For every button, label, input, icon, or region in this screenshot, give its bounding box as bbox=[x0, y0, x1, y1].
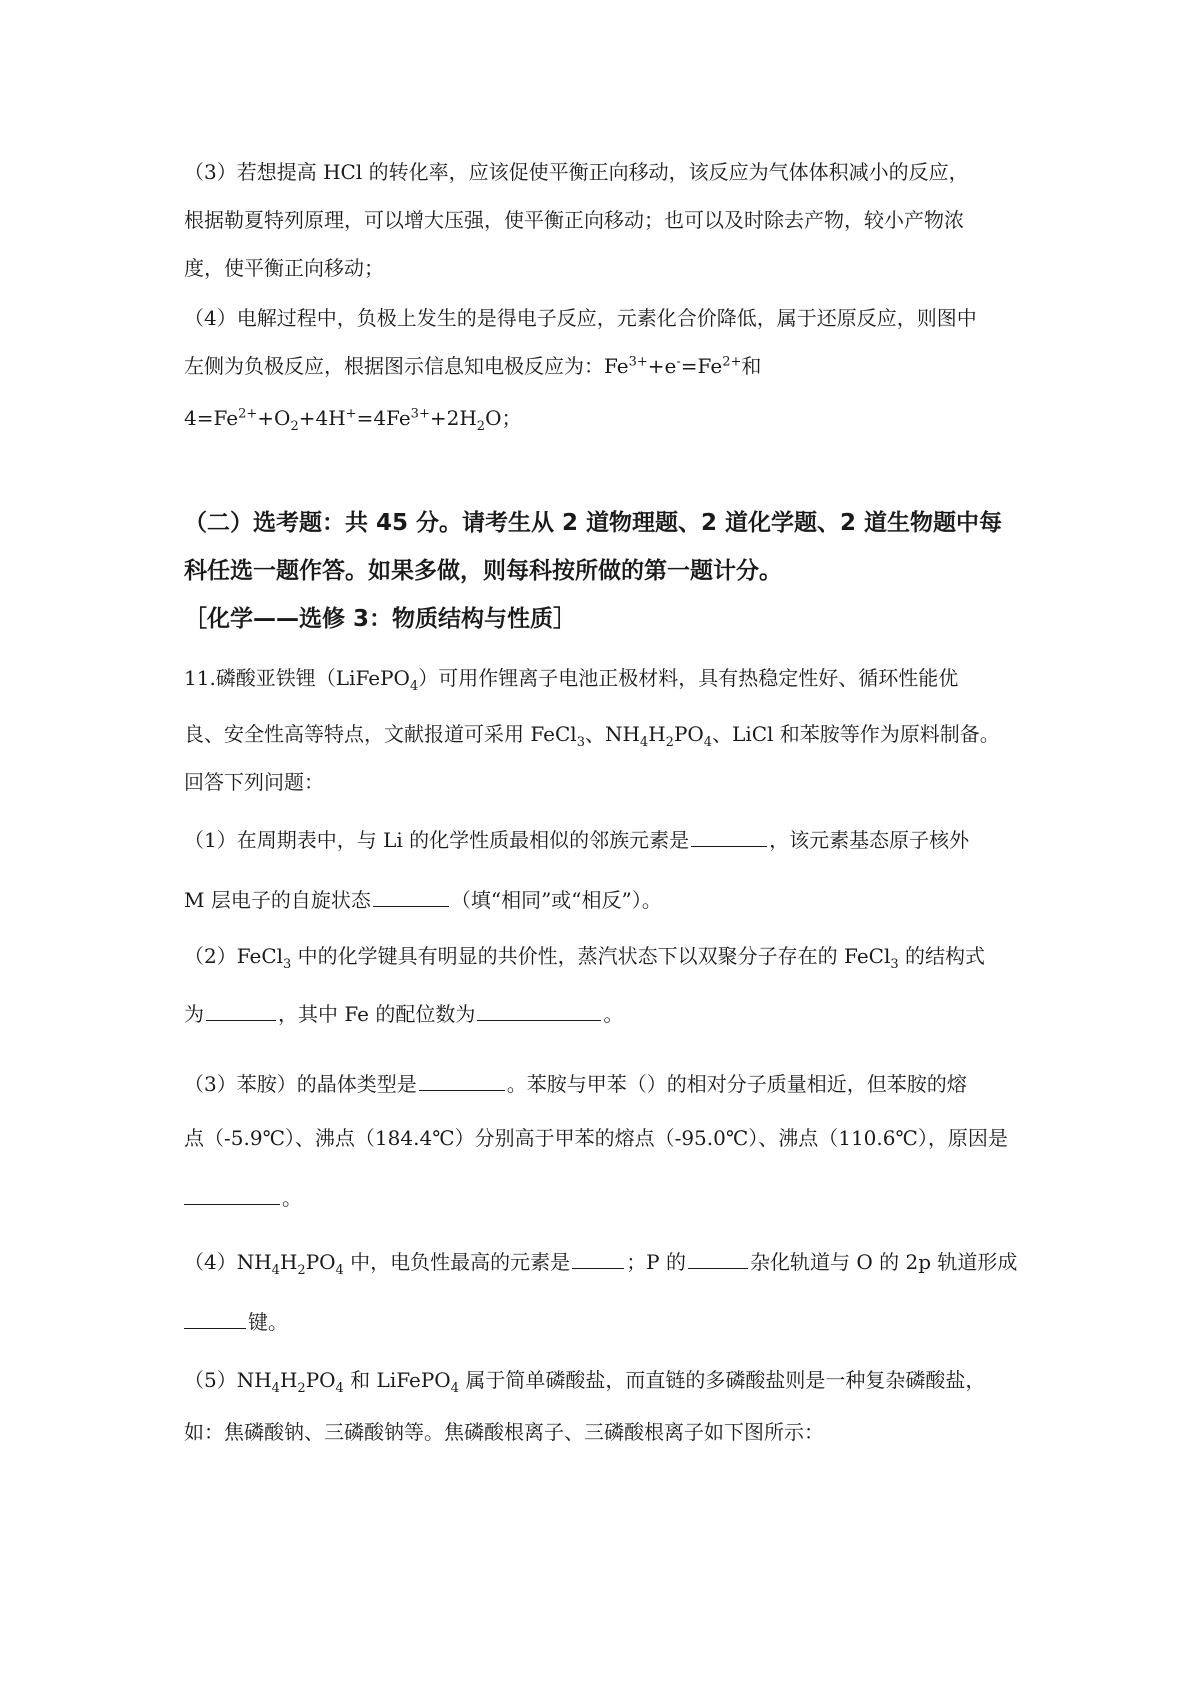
section-header-line-2: 科任选一题作答。如果多做，则每科按所做的第一题计分。 bbox=[184, 558, 782, 584]
subquestion-3-line-3: 。 bbox=[184, 1184, 302, 1212]
answer-3-line-1: （3）若想提高 HCl 的转化率，应该促使平衡正向移动，该反应为气体体积减小的反应， bbox=[184, 160, 969, 184]
subquestion-5-line-2: 如：焦磷酸钠、三磷酸钠等。焦磷酸根离子、三磷酸根离子如下图所示： bbox=[184, 1420, 824, 1444]
subquestion-1-line-1: （1）在周期表中，与 Li 的化学性质最相似的邻族元素是 ，该元素基态原子核外 bbox=[184, 828, 970, 852]
answer-blank[interactable] bbox=[184, 1308, 246, 1329]
question-11-line-1: 11.磷酸亚铁锂（LiFePO$_4$）可用作锂离子电池正极材料，具有热稳定性好、循环性能优 bbox=[184, 666, 959, 694]
answer-4-line-2 bbox=[184, 352, 761, 380]
subquestion-4-line-1: $(4)NH_4H_2PO_4$ 中，电负性最高的元素是 ；P 的 杂化轨道与 O 的 2p 轨道形成 bbox=[184, 1250, 1018, 1278]
equation-1: $Fe^{3+}+e^-=Fe^{2+}$和 bbox=[604, 354, 762, 378]
question-11-line-2: 良、安全性高等特点，文献报道可采用 FeCl$_3$、$NH_4H_2PO_4$、LiCl 和苯胺等作为原料制备。 bbox=[184, 722, 1000, 750]
answer-blank[interactable] bbox=[206, 1000, 276, 1021]
answer-blank[interactable] bbox=[572, 1248, 624, 1269]
subquestion-2-line-1: （2）FeCl$_3$ 中的化学键具有明显的共价性，蒸汽状态下以双聚分子存在的 FeCl$_3$ 的结构式 bbox=[184, 944, 986, 972]
answer-blank[interactable] bbox=[477, 1000, 601, 1021]
answer-3-line-3: 度，使平衡正向移动； bbox=[184, 256, 384, 280]
subquestion-5-line-1: $(5)NH_4H_2PO_4$ 和 LiFePO$_4$ 属于简单磷酸盐，而直链的多磷酸盐则是一种复杂磷酸盐， bbox=[184, 1368, 986, 1396]
answer-4-line-2-text: 左侧为负极反应，根据图示信息知电极反应为： bbox=[184, 354, 604, 378]
equation-2: $4=Fe^{2+}+O_2+4H^+=4Fe^{3+}+2H_2O$； bbox=[184, 406, 522, 434]
section-header-line-1: （二）选考题：共 45 分。请考生从 2 道物理题、2 道化学题、2 道生物题中每 bbox=[184, 510, 1003, 536]
answer-blank[interactable] bbox=[419, 1070, 505, 1091]
answer-blank[interactable] bbox=[691, 826, 767, 847]
answer-3-line-2: 根据勒夏特列原理，可以增大压强，使平衡正向移动；也可以及时除去产物，较小产物浓 bbox=[184, 208, 964, 232]
subquestion-3-line-1: （3）苯胺）的晶体类型是 。苯胺与甲苯（）的相对分子质量相近，但苯胺的熔 bbox=[184, 1072, 967, 1096]
section-header-line-3: ［化学——选修 3：物质结构与性质］ bbox=[184, 606, 577, 632]
subquestion-2-line-2: 为 ，其中 Fe 的配位数为 。 bbox=[184, 1002, 624, 1026]
question-11-line-3: 回答下列问题： bbox=[184, 770, 324, 794]
subquestion-3-line-2: 点（-5.9℃）、沸点（184.4℃）分别高于甲苯的熔点（-95.0℃）、沸点（110.6℃），原因是 bbox=[184, 1126, 1008, 1150]
subquestion-4-line-2: 键。 bbox=[184, 1308, 288, 1336]
answer-blank[interactable] bbox=[373, 886, 449, 907]
answer-blank[interactable] bbox=[688, 1248, 748, 1269]
answer-blank[interactable] bbox=[184, 1184, 280, 1205]
subquestion-1-line-2: M 层电子的自旋状态 （填“相同”或“相反”）。 bbox=[184, 888, 662, 912]
answer-4-line-1: （4）电解过程中，负极上发生的是得电子反应，元素化合价降低，属于还原反应，则图中 bbox=[184, 306, 977, 330]
